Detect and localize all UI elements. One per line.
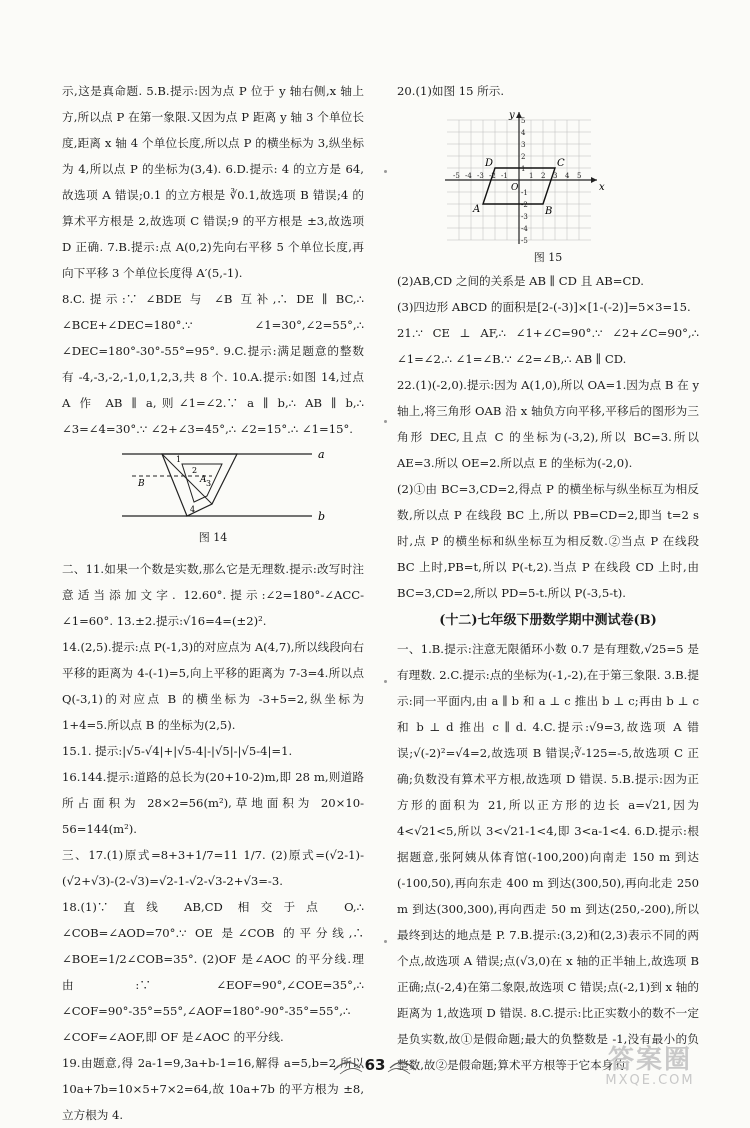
svg-text:3: 3 [553,172,558,180]
label-3: 3 [206,479,212,488]
set-square-outer [162,454,237,516]
watermark-url: MXQE.COM [605,1073,695,1088]
x-tick-labels [453,172,581,180]
svg-text:1: 1 [521,165,526,173]
point-D-label: D [485,158,494,169]
figure-15 [397,108,699,246]
svg-text:-4: -4 [521,225,528,233]
point-A-label: A [473,204,481,215]
svg-text:-2: -2 [489,172,496,180]
answer-paragraph-15: 15.1. 提示:|√5-√4|+|√5-4|-|√5|-|√5-4|=1. [62,744,293,758]
x-label: x [599,182,605,193]
answer-paragraph-11-13: 二、11.如果一个数是实数,那么它是无理数.提示:改写时注意适当添加文字. 12.60°.提示:∠2=180°-∠ACC-∠1=60°. 13.±2.提示:√16=4=(±2)². [62,562,364,628]
answer-paragraph-20-1: 20.(1)如图 15 所示. [397,84,505,98]
svg-text:4: 4 [565,172,570,180]
answer-paragraph-22-2: (2)①由 BC=3,CD=2,得点 P 的横坐标与纵坐标互为相反数,所以点 P 在线段 BC 上,所以 PB=CD=2,即当 t=2 s 时,点 P 的横坐标和纵坐标互为相反数.②当点 P 在线段 BC 上时,PB=t,所以 P(-t,2).当点 P 在线段 CD 上时,由 BC=3,CD=2,所以 PD=5-t.所以 P(-3,5-t). [397,482,699,600]
point-C-label: C [557,158,565,169]
gutter-mark [384,420,387,423]
point-B-label: B [545,206,553,217]
figure-14-caption: 图 14 [198,531,228,544]
answer-paragraph-19: 19.由题意,得 2a-1=9,3a+b-1=16,解得 a=5,b=2,所以 10a+7b=10×5+7×2=64,故 10a+7b 的平方根为 ±8,立方根为 4. [62,1056,364,1122]
svg-text:2: 2 [521,153,526,161]
figure-15-caption: 图 15 [533,251,563,264]
svg-text:-4: -4 [465,172,472,180]
svg-text:1: 1 [529,172,534,180]
left-column [62,78,364,1128]
label-B: B [138,479,145,489]
svg-text:-1: -1 [501,172,508,180]
gutter-mark [384,170,387,173]
answer-paragraph-20-2: (2)AB,CD 之间的关系是 AB ∥ CD 且 AB=CD. [397,274,644,288]
svg-text:4: 4 [521,129,526,137]
svg-text:-5: -5 [453,172,460,180]
gutter-mark [384,680,387,683]
origin-label: O [511,183,519,193]
svg-text:2: 2 [541,172,546,180]
svg-text:-3: -3 [477,172,484,180]
answer-paragraph-18: 18.(1)∵ 直线 AB,CD 相交于点 O,∴ ∠COB=∠AOD=70°.∵ OE 是∠COB 的平分线,∴ ∠BOE=1/2∠COB=35°. (2)OF 是∠AOC 的平分线.理由:∵ ∠EOF=90°,∠COE=35°,∴ ∠COF=90°-35°=55°,∠AOF=180°-90°-35°=55°,∴ ∠COF=∠AOF,即 OF 是∠AOC 的平分线. [62,900,364,1044]
svg-text:-5: -5 [521,237,528,245]
page-number: 63 [364,1056,386,1074]
figure-14 [62,446,364,526]
svg-text:-3: -3 [521,213,528,221]
answer-paragraph-b-1-8: 一、1.B.提示:注意无限循环小数 0.7 是有理数,√25=5 是有理数. 2.C.提示:点的坐标为(-1,-2),在于第三象限. 3.B.提示:同一平面内,由 a ∥ b 和 a ⊥ c 推出 b ⊥ c;再由 b ⊥ c 和 b ⊥ d 推出 c ∥ d. 4.C.提示:√9=3,故选项 A 错误;√(-2)²=√4=2,故选项 B 错误;∛-125=-5,故选项 C 正确;负数没有算术平方根,故选项 D 错误. 5.B.提示:因为正方形的面积为 21,所以正方形的边长 a=√21,因为 4<√21<5,所以 3<√21-1<4,即 3<a-1<4. 6.D.提示:根据题意,张阿姨从体育馆(-100,200)向南走 150 m 到达(-100,50),再向东走 400 m 到达(300,50),再向北走 250 m 到达(300,300),再向西走 50 m 到达(250,-200),所以最终到达的地点是 P. 7.B.提示:(3,2)和(2,3)表示不同的两个点,故选项 A 错误;点(√3,0)在 x 轴的正半轴上,故选项 B 正确;点(-2,4)在第二象限,故选项 C 错误;点(-2,1)到 x 轴的距离为 1,故选项 D 错误. 8.C.提示:比正实数小的数不一定是负实数,故①是假命题;最大的负整数是 -1,没有最小的负整数,故②是假命题;算术平方根等于它本身的 [397,642,699,1072]
watermark [560,1046,740,1090]
answer-paragraph-20-3: (3)四边形 ABCD 的面积是[2-(-3)]×[1-(-2)]=5×3=15. [397,300,691,314]
label-4: 4 [190,505,196,514]
y-label: y [509,110,515,121]
svg-text:5: 5 [577,172,582,180]
y-tick-labels [521,117,528,245]
answer-paragraph-16: 16.144.提示:道路的总长为(20+10-2)m,即 28 m,则道路所占面积为 28×2=56(m²),草地面积为 20×10-56=144(m²). [62,770,364,836]
x-axis-arrow [591,177,597,183]
answer-paragraph-8-10: 8.C.提示:∵ ∠BDE 与 ∠B 互补,∴ DE ∥ BC,∴ ∠BCE+∠DEC=180°.∵ ∠1=30°,∠2=55°,∴ ∠DEC=180°-30°-55°=95°. 9.C.提示:满足题意的整数有 -4,-3,-2,-1,0,1,2,3,共 8 个. 10.A.提示:如图 14,过点 A 作 AB ∥ a,则∠1=∠2.∵ a ∥ b,∴ AB ∥ b,∴ ∠3=∠4=30°.∵ ∠2+∠3=45°,∴ ∠2=15°.∴ ∠1=15°. [62,292,364,436]
label-1: 1 [176,455,182,464]
gutter-mark [384,940,387,943]
label-a: a [318,448,325,461]
label-b: b [318,510,326,523]
section-title: (十二)七年级下册数学期中测试卷(B) [439,613,657,628]
right-column [397,78,699,1078]
svg-text:-1: -1 [521,189,528,197]
page-number-ornament [330,1052,420,1082]
answer-paragraph-22-1: 22.(1)(-2,0).提示:因为 A(1,0),所以 OA=1.因为点 B 在 y 轴上,将三角形 OAB 沿 x 轴负方向平移,平移后的图形为三角形 DEC,且点 C 的坐标为(-3,2),所以 BC=3.所以 AE=3.所以 OE=2.所以点 E 的坐标为(-2,0). [397,378,699,470]
answer-paragraph-17: 三、17.(1)原式=8+3+1/7=11 1/7. (2)原式=(√2-1)-(√2+√3)-(2-√3)=√2-1-√2-√3-2+√3=-3. [62,848,364,888]
watermark-logo: 答案圈 [607,1045,692,1075]
svg-text:-2: -2 [521,201,528,209]
answer-paragraph-4-7: 示,这是真命题. 5.B.提示:因为点 P 位于 y 轴右侧,x 轴上方,所以点 P 在第一象限.又因为点 P 距离 y 轴 3 个单位长度,距离 x 轴 4 个单位长度,所以点 P 的横坐标为 3,纵坐标为 4,所以点 P 的坐标为(3,4). 6.D.提示: 4 的立方是 64,故选项 A 错误;0.1 的立方根是 ∛0.1,故选项 B 错误;4 的算术平方根是 2,故选项 C 错误;9 的平方根是 ±3,故选项 D 正确. 7.B.提示:点 A(0,2)先向右平移 5 个单位长度,再向下平移 3 个单位长度得 A′(5,-1). [62,84,364,280]
answer-paragraph-21: 21.∵ CE ⊥ AF,∴ ∠1+∠C=90°.∵ ∠2+∠C=90°,∴ ∠1=∠2.∴ ∠1=∠B.∵ ∠2=∠B,∴ AB ∥ CD. [397,326,699,366]
svg-text:3: 3 [521,141,526,149]
svg-text:5: 5 [521,117,526,125]
answer-paragraph-14: 14.(2,5).提示:点 P(-1,3)的对应点为 A(4,7),所以线段向右平移的距离为 4-(-1)=5,向上平移的距离为 7-3=4.所以点 Q(-3,1)的对应点 B 的横坐标为 -3+5=2,纵坐标为 1+4=5.所以点 B 的坐标为(2,5). [62,640,364,732]
label-2: 2 [192,466,198,475]
label-A: A [200,475,207,485]
